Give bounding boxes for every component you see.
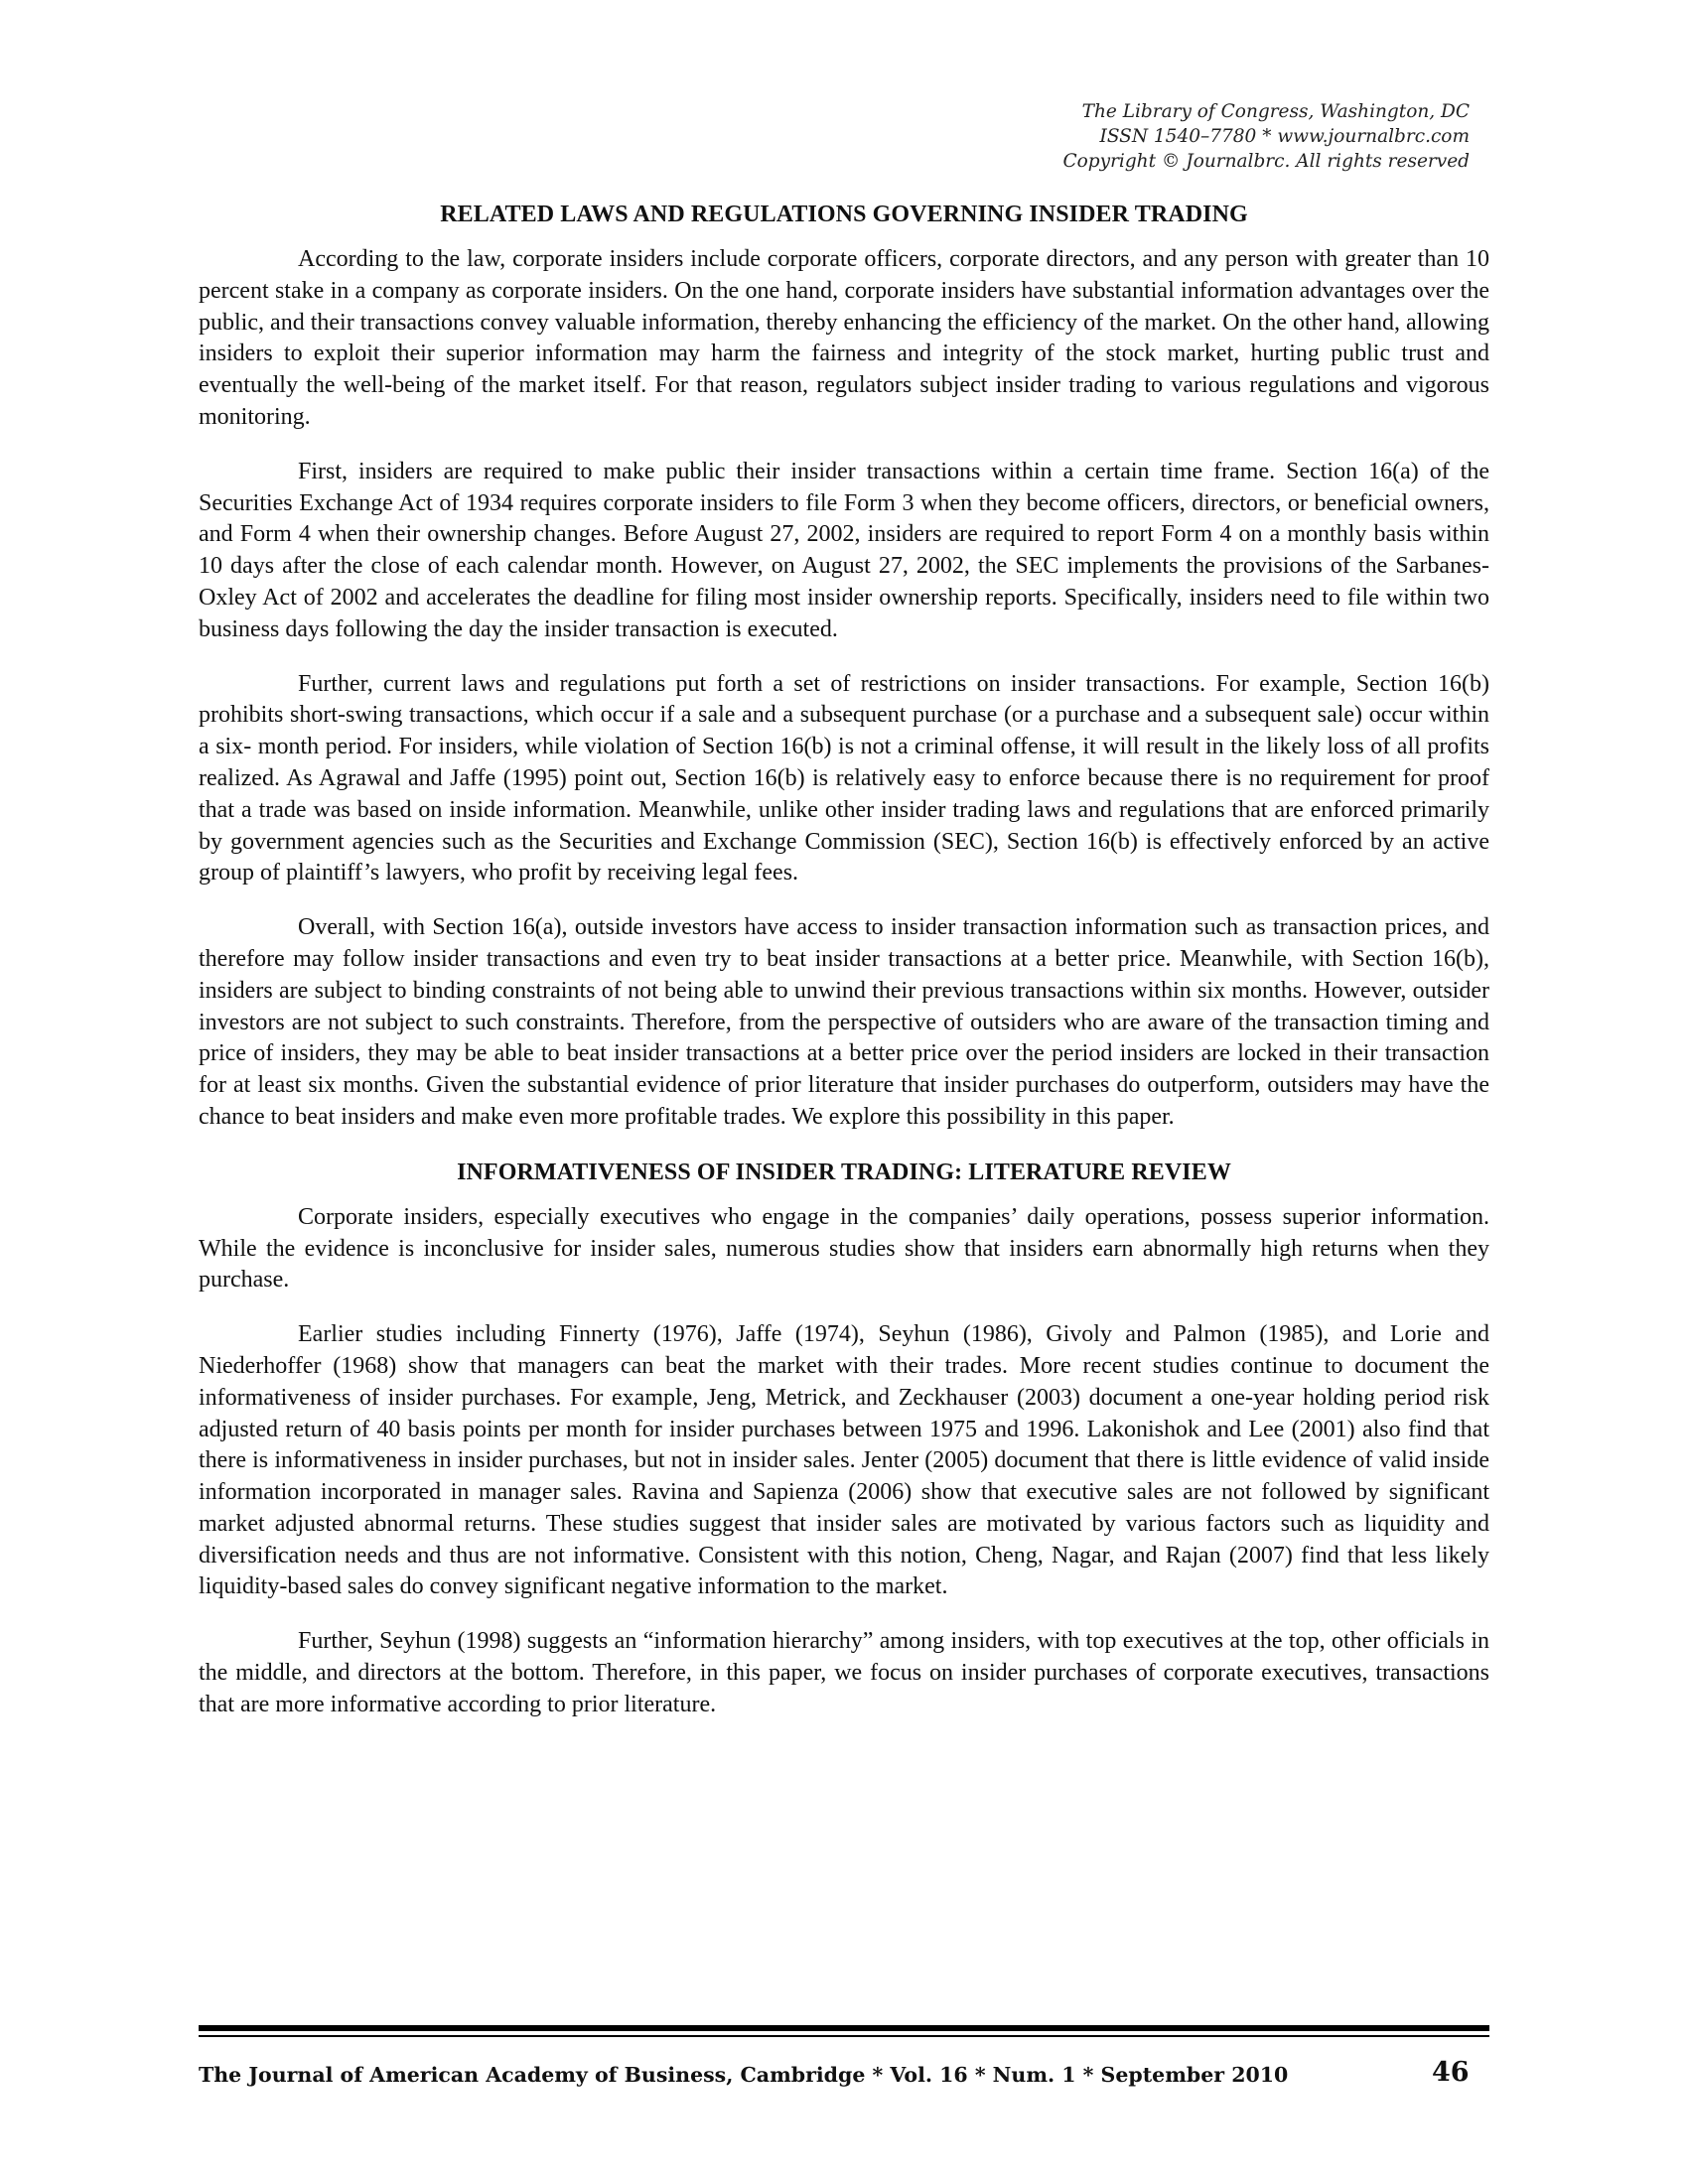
paragraph: Further, current laws and regulations put forth a set of restrictions on insider transactions. For example, Section 16(b) prohibits short-swing transactions, which occur if a sale and a subsequent purchase (or a purchase and a subsequent sale) occur within a six- month period. For insiders, while violation of Section 16(b) is not a criminal offense, it will result in the likely loss of all profits realized. As Agrawal and Jaffe (1995) point out, Section 16(b) is relatively easy to enforce because there is no requirement for proof that a trade was based on inside information. Meanwhile, unlike other insider trading laws and regulations that are enforced primarily by government agencies such as the Securities and Exchange Commission (SEC), Section 16(b) is effectively enforced by an active group of plaintiff’s lawyers, who profit by receiving legal fees. xyxy=(199,670,1489,887)
paragraph: According to the law, corporate insiders include corporate officers, corporate directors, and any person with greater than 10 percent stake in a company as corporate insiders. On the one hand, corporate insiders have substantial information advantages over the public, and their transactions convey valuable information, thereby enhancing the efficiency of the market. On the other hand, allowing insiders to exploit their superior information may harm the fairness and integrity of the stock market, hurting public trust and eventually the well-being of the market itself. For that reason, regulators subject insider trading to various regulations and vigorous monitoring. xyxy=(199,246,1489,430)
journal-header xyxy=(1062,99,1470,174)
footer-journal-citation: The Journal of American Academy of Business, Cambridge * Vol. 16 * Num. 1 * September 2010 xyxy=(199,2063,1289,2087)
section-heading-laws: RELATED LAWS AND REGULATIONS GOVERNING INSIDER TRADING xyxy=(440,202,1248,227)
header-copyright-line: Copyright © Journalbrc. All rights reserved xyxy=(1062,151,1470,172)
paragraph: Corporate insiders, especially executives who engage in the companies’ daily operations, possess superior information. While the evidence is inconclusive for insider sales, numerous studies show that insiders earn abnormally high returns when they purchase. xyxy=(199,1203,1489,1294)
footer-divider-thin xyxy=(199,2035,1489,2037)
header-issn-line: ISSN 1540–7780 * www.journalbrc.com xyxy=(1099,126,1470,147)
paragraph: Further, Seyhun (1998) suggests an “information hierarchy” among insiders, with top executives at the top, other officials in the middle, and directors at the bottom. Therefore, in this paper, we focus on insider purchases of corporate executives, transactions that are more informative according to prior literature. xyxy=(199,1628,1489,1717)
header-library-line: The Library of Congress, Washington, DC xyxy=(1081,101,1470,122)
article-body xyxy=(199,199,1489,1744)
paragraph: Overall, with Section 16(a), outside investors have access to insider transaction information such as transaction prices, and therefore may follow insider transactions and even try to beat insider transactions at a better price. Meanwhile, with Section 16(b), insiders are subject to binding constraints of not being able to unwind their previous transactions within six months. However, outsider investors are not subject to such constraints. Therefore, from the perspective of outsiders who are aware of the transaction timing and price of insiders, they may be able to beat insider transactions at a better price over the period insiders are locked in their transaction for at least six months. Given the substantial evidence of prior literature that insider purchases do outperform, outsiders may have the chance to beat insiders and make even more profitable trades. We explore this possibility in this paper. xyxy=(199,914,1489,1130)
section-heading-literature-review: INFORMATIVENESS OF INSIDER TRADING: LITERATURE REVIEW xyxy=(457,1159,1231,1185)
paragraph: Earlier studies including Finnerty (1976), Jaffe (1974), Seyhun (1986), Givoly and Palmon (1985), and Lorie and Niederhoffer (1968) show that managers can beat the market with their trades. More recent studies continue to document the informativeness of insider purchases. For example, Jeng, Metrick, and Zeckhauser (2003) document a one-year holding period risk adjusted return of 40 basis points per month for insider purchases between 1975 and 1996. Lakonishok and Lee (2001) also find that there is informativeness in insider purchases, but not in insider sales. Jenter (2005) document that there is little evidence of valid inside information incorporated in manager sales. Ravina and Sapienza (2006) show that executive sales are not followed by significant market adjusted abnormal returns. These studies suggest that insider sales are motivated by various factors such as liquidity and diversification needs and thus are not informative. Consistent with this notion, Cheng, Nagar, and Rajan (2007) find that less likely liquidity-based sales do convey significant negative information to the market. xyxy=(199,1321,1489,1600)
footer-divider-thick xyxy=(199,2025,1489,2031)
paragraph: First, insiders are required to make public their insider transactions within a certain time frame. Section 16(a) of the Securities Exchange Act of 1934 requires corporate insiders to file Form 3 when they become officers, directors, or beneficial owners, and Form 4 when their ownership changes. Before August 27, 2002, insiders are required to report Form 4 on a monthly basis within 10 days after the close of each calendar month. However, on August 27, 2002, the SEC implements the provisions of the Sarbanes-Oxley Act of 2002 and accelerates the deadline for filing most insider ownership reports. Specifically, insiders need to file within two business days following the day the insider transaction is executed. xyxy=(199,458,1489,642)
page-number: 46 xyxy=(1432,2057,1470,2088)
